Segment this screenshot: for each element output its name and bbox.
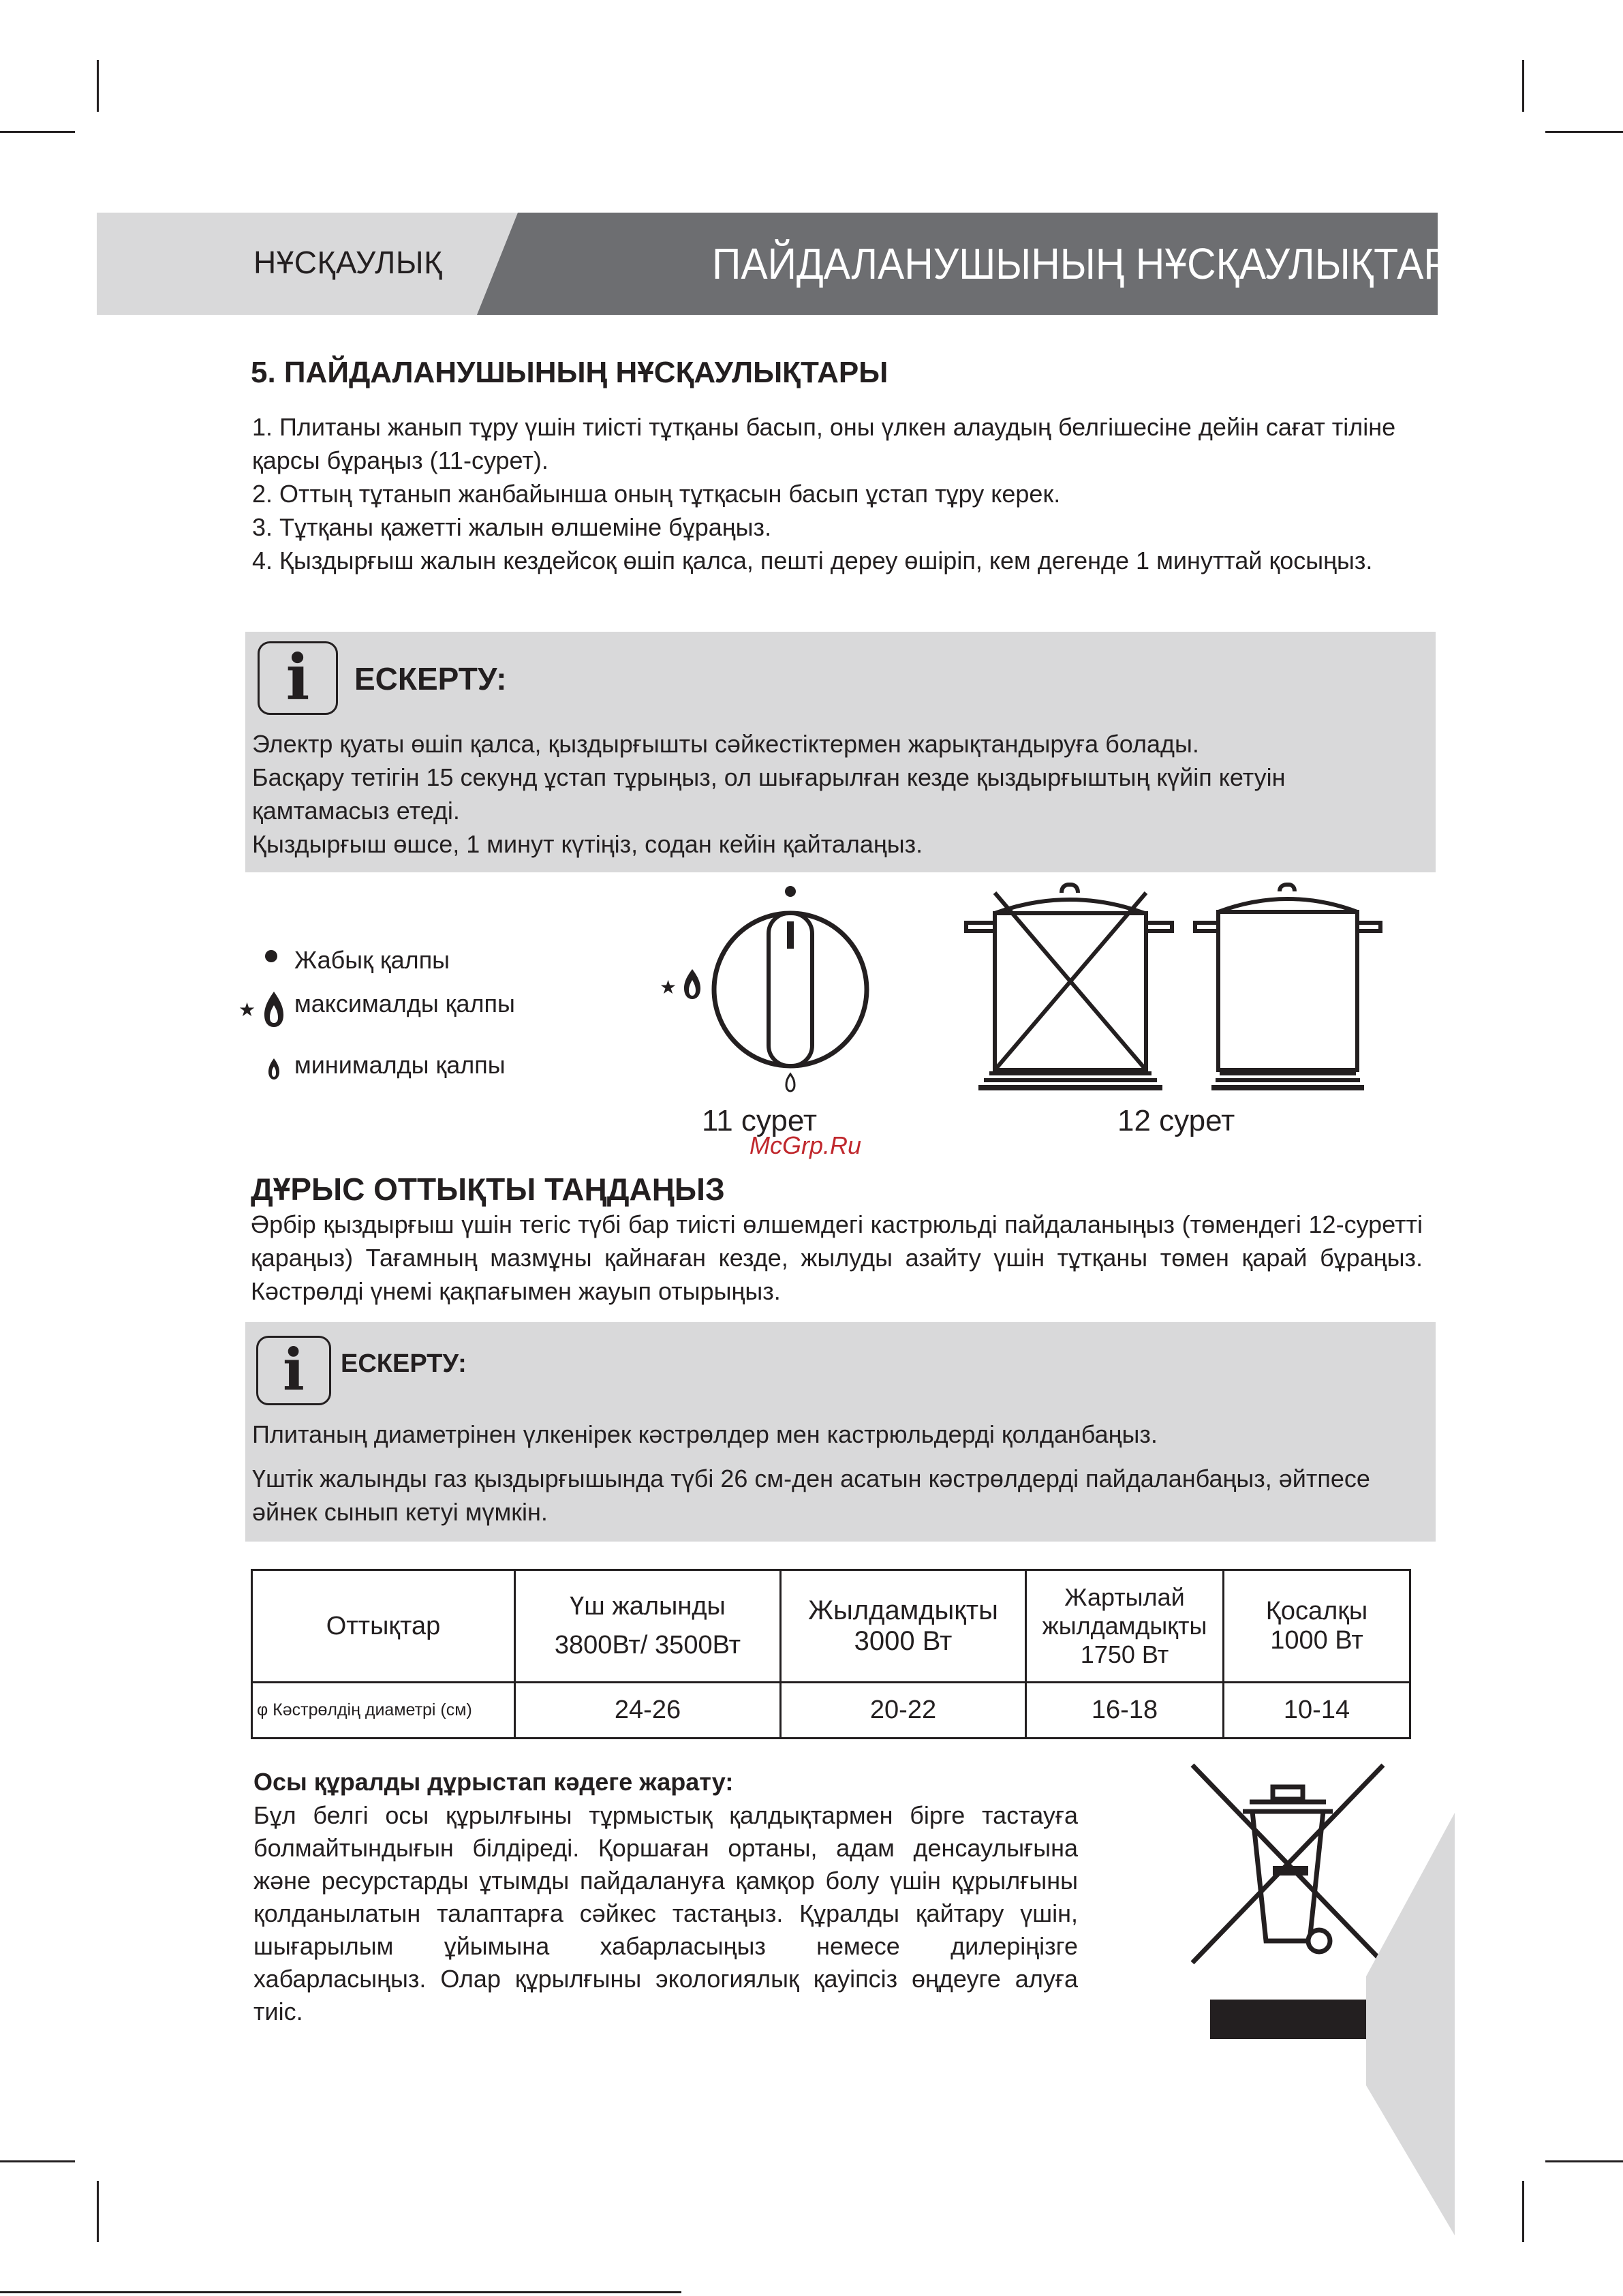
crop-mark <box>0 2160 75 2162</box>
burner-table <box>251 1569 1411 1739</box>
table-header-cell: Жартылай жылдамдықты 1750 Вт <box>1026 1570 1224 1683</box>
figure-12-caption: 12 сурет <box>1117 1104 1235 1137</box>
table-cell: 20-22 <box>781 1683 1026 1739</box>
info-icon: i <box>258 641 338 715</box>
weee-crossed-bin-icon <box>1186 1758 1390 1983</box>
svg-text:★: ★ <box>660 976 677 998</box>
crop-mark <box>1522 60 1524 112</box>
warning-title: ЕСКЕРТУ: <box>354 661 507 697</box>
instruction-item: 3. Тұтқаны қажетті жалын өлшеміне бұраңыз. <box>252 513 772 541</box>
table-cell: 10-14 <box>1224 1683 1410 1739</box>
table-row-label: φ Кәстрөлдің диаметрі (см) <box>252 1683 515 1739</box>
legend-icons <box>238 944 293 1107</box>
figure-11-caption: 11 сурет <box>702 1104 818 1137</box>
warning-title: ЕСКЕРТУ: <box>341 1349 467 1378</box>
disposal-title: Осы құралды дұрыстап кәдеге жарату: <box>253 1768 734 1796</box>
pots-figure <box>954 879 1417 1104</box>
closed-dot-icon <box>265 950 277 962</box>
disposal-text: Бұл белгі осы құрылғыны тұрмыстық қалдықтармен бірге тастауға болмайтындығын білдіреді. Қоршаған ортаны, адам денсаулығына және ресурстарды ұтымды пайдалануға қамқор болу үшін құрылғыны қолданылатын талаптарға сәйкес тастаңыз. Құралды қайтару үшін, шығарылым ұйымына хабарласыңыз немесе дилеріңізге хабарласыңыз. Олар құрылғыны экологиялық қауіпсіз өңдеуге алуға тиіс. <box>253 1801 1078 2025</box>
crop-mark <box>0 131 75 133</box>
legend-min-label: минималды қалпы <box>294 1051 506 1079</box>
burner-section-text: Әрбір қыздырғыш үшін тегіс түбі бар тиісті өлшемдегі кастрюльді пайдаланыңыз (төмендегі 12-суретті қараңыз) Тағамның мазмұны қайнаған кезде, жылуды азайту үшін тұтқаны төмен қарай бұраңыз. Кәстрөлді үнемі қақпағымен жауып отырыңыз. <box>251 1210 1423 1305</box>
small-flame-icon <box>786 1074 794 1091</box>
burner-plate <box>978 1071 1162 1090</box>
instruction-item: 1. Плитаны жанып тұру үшін тиісті тұтқаны басып, оны үлкен алаудың белгішесіне дейін сағат тіліне қарсы бұраңыз (11-сурет). <box>252 413 1396 474</box>
watermark: McGrp.Ru <box>749 1131 862 1159</box>
header-left-label: НҰСҚАУЛЫҚ <box>253 245 443 280</box>
table-cell: 16-18 <box>1026 1683 1224 1739</box>
pot-wrong <box>966 885 1172 1070</box>
crop-mark <box>1545 131 1623 133</box>
legend-max-label: максималды қалпы <box>294 990 515 1017</box>
warning-line: Электр қуаты өшіп қалса, қыздырғышты сәйкестіктермен жарықтандыруға болады. <box>252 730 1199 758</box>
warning-line: Басқару тетігін 15 секунд ұстап тұрыңыз, ол шығарылған кезде қыздырғыштың күйіп кетуін қамтамасыз етеді. <box>252 763 1286 825</box>
header-right-label: ПАЙДАЛАНУШЫНЫҢ НҰСҚАУЛЫҚТАРЫ <box>712 239 1486 288</box>
table-header-cell: Жылдамдықты 3000 Вт <box>781 1570 1026 1683</box>
warning-text: Үштік жалынды газ қыздырғышында түбі 26 см-ден асатын кәстрөлдерді пайдаланбаңыз, әйтпесе әйнек сынып кетуі мүмкін. <box>252 1465 1370 1526</box>
crop-mark <box>0 2291 681 2293</box>
table-header-cell: Қосалқы 1000 Вт <box>1224 1570 1410 1683</box>
crop-mark <box>1545 2160 1623 2162</box>
section-title: 5. ПАЙДАЛАНУШЫНЫҢ НҰСҚАУЛЫҚТАРЫ <box>251 356 888 389</box>
crop-mark <box>97 2181 99 2242</box>
table-cell: 24-26 <box>515 1683 781 1739</box>
page-corner-tab <box>1366 1813 1455 2235</box>
table-header-cell: Оттықтар <box>252 1570 515 1683</box>
legend-closed-label: Жабық қалпы <box>294 946 450 974</box>
crop-mark <box>97 60 99 112</box>
weee-underline-bar <box>1210 2000 1368 2039</box>
warning-box <box>245 1322 1436 1542</box>
burner-plate <box>1211 1071 1364 1090</box>
info-icon: i <box>256 1336 331 1405</box>
table-row <box>252 1683 1410 1739</box>
instruction-item: 2. Оттың тұтанып жанбайынша оның тұтқасын басып ұстап тұру керек. <box>252 480 1061 508</box>
warning-line: Қыздырғыш өшсе, 1 минут күтіңіз, содан кейін қайталаңыз. <box>252 830 923 858</box>
small-flame-icon <box>268 1058 279 1080</box>
large-flame-icon <box>684 969 700 999</box>
pot-correct <box>1195 885 1380 1070</box>
warning-box <box>245 632 1436 872</box>
large-flame-icon <box>264 992 283 1027</box>
knob-figure <box>647 872 893 1097</box>
burner-section-title: ДҰРЫС ОТТЫҚТЫ ТАҢДАҢЫЗ <box>251 1172 725 1207</box>
warning-text: Плитаның диаметрінен үлкенірек кәстрөлдер мен кастрюльдерді қолданбаңыз. <box>252 1420 1158 1448</box>
star-icon: ★ <box>238 998 256 1021</box>
instructions-list <box>252 410 1410 577</box>
table-header-cell: Үш жалынды 3800Вт/ 3500Вт <box>515 1570 781 1683</box>
table-header-row <box>252 1570 1410 1683</box>
instruction-item: 4. Қыздырғыш жалын кездейсоқ өшіп қалса, пешті дереу өшіріп, кем дегенде 1 минуттай қосыңыз. <box>252 547 1373 575</box>
warning-text <box>252 727 1424 861</box>
crop-mark <box>1522 2181 1524 2242</box>
